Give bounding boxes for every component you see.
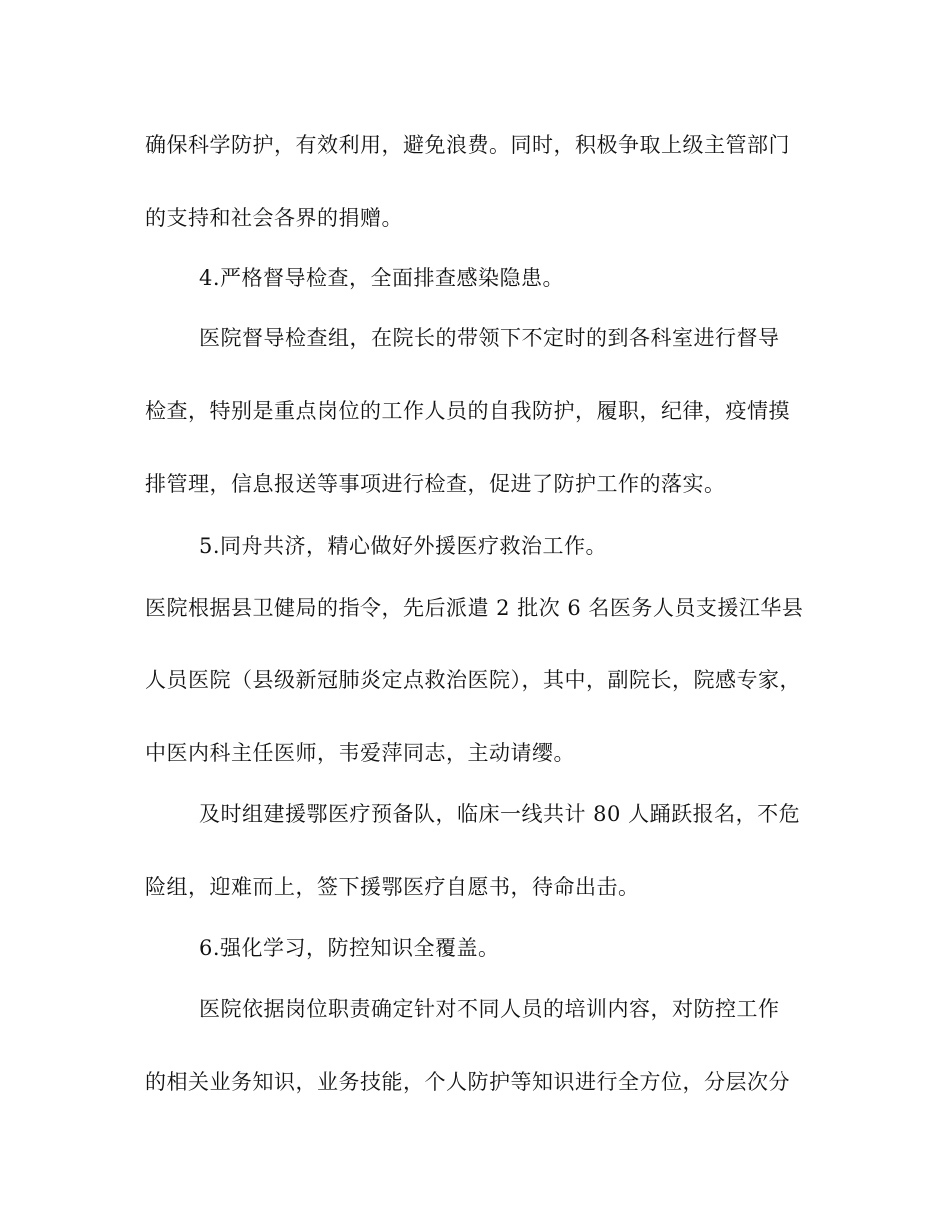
paragraph-line: 险组，迎难而上，签下援鄂医疗自愿书，待命出击。	[145, 875, 640, 899]
paragraph-line: 的相关业务知识，业务技能，个人防护等知识进行全方位，分层次分	[145, 1070, 790, 1094]
section-heading: 6.强化学习，防控知识全覆盖。	[199, 936, 500, 960]
paragraph-line: 医院根据县卫健局的指令，先后派遣 2 批次 6 名医务人员支援江华县	[145, 596, 804, 620]
section-heading: 5.同舟共济，精心做好外援医疗救治工作。	[199, 534, 608, 558]
paragraph-line: 检查，特别是重点岗位的工作人员的自我防护，履职，纪律，疫情摸	[145, 399, 790, 423]
section-heading: 4.严格督导检查，全面排查感染隐患。	[199, 266, 565, 290]
paragraph-line: 人员医院（县级新冠肺炎定点救治医院），其中，副院长，院感专家，	[145, 668, 801, 692]
paragraph-line: 中医内科主任医师，韦爱萍同志，主动请缨。	[145, 741, 575, 765]
paragraph-line: 医院督导检查组，在院长的带领下不定时的到各科室进行督导	[199, 326, 780, 350]
paragraph-line: 医院依据岗位职责确定针对不同人员的培训内容，对防控工作	[199, 997, 780, 1021]
paragraph-line: 及时组建援鄂医疗预备队，临床一线共计 80 人踊跃报名，不危	[199, 802, 801, 826]
paragraph-line: 的支持和社会各界的捐赠。	[145, 206, 403, 230]
paragraph-line: 排管理，信息报送等事项进行检查，促进了防护工作的落实。	[145, 472, 726, 496]
paragraph-line: 确保科学防护，有效利用，避免浪费。同时，积极争取上级主管部门	[145, 133, 790, 157]
